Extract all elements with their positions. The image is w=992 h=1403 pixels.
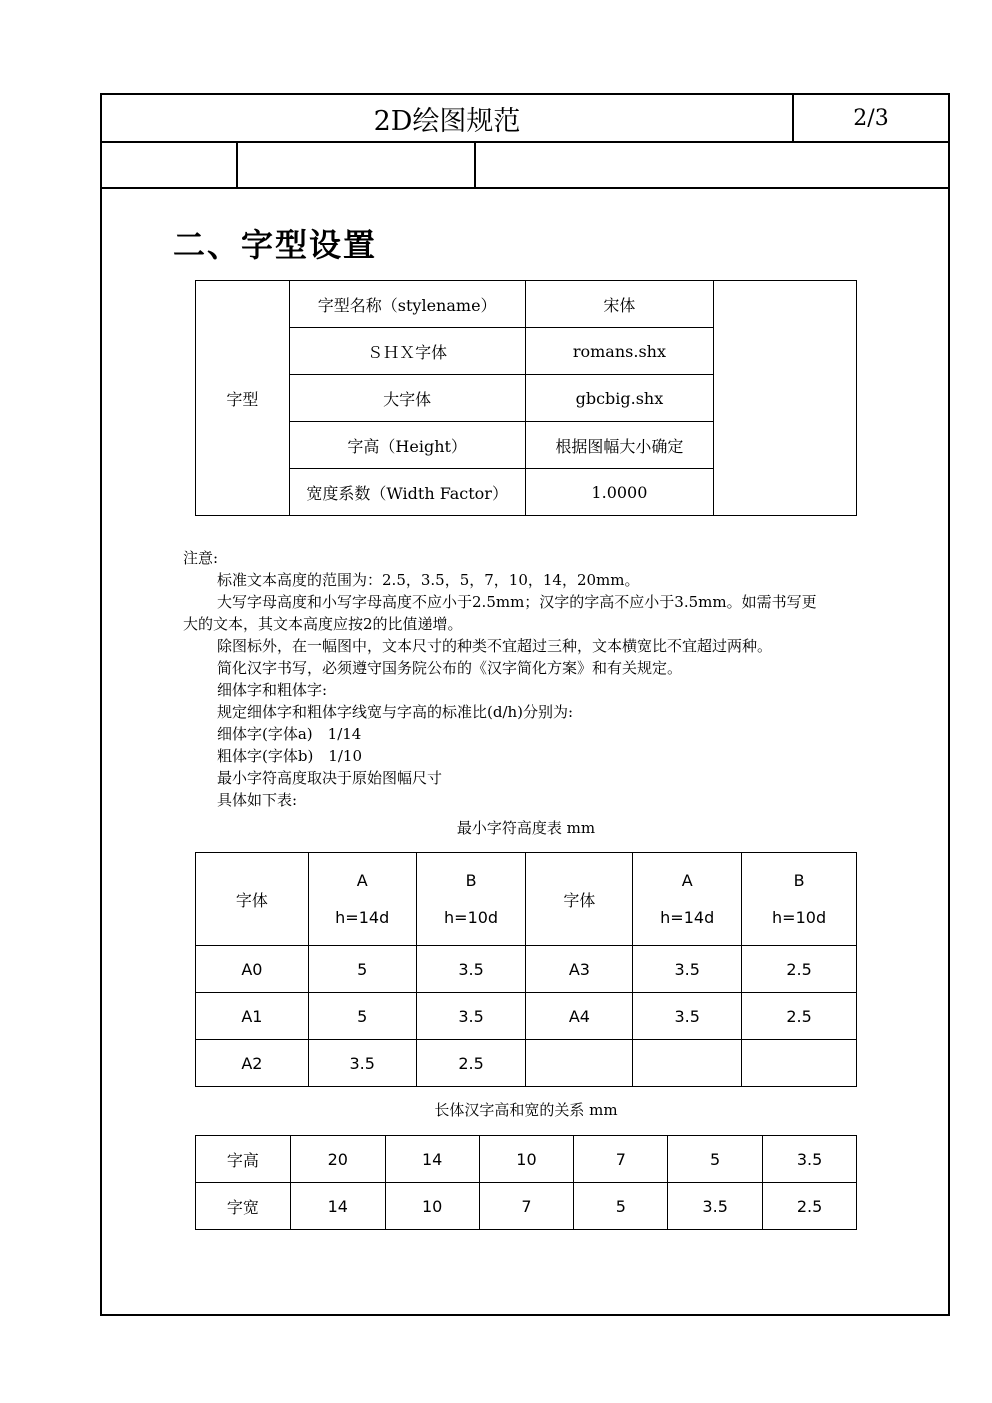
value-cell: 2.5 <box>742 946 857 993</box>
note-line: 细体字和粗体字: <box>217 681 328 699</box>
height-row-label: 字高 <box>196 1136 291 1183</box>
width-cell: 10 <box>385 1183 479 1230</box>
value-cell: 3.5 <box>633 993 742 1040</box>
b-label: B <box>465 871 477 890</box>
ratio-table-caption: 长体汉字高和宽的关系 mm <box>434 1101 618 1119</box>
note-line: 最小字符高度取决于原始图幅尺寸 <box>217 769 443 787</box>
paper-size-cell <box>526 1040 633 1087</box>
width-cell: 5 <box>574 1183 668 1230</box>
note-line: 规定细体字和粗体字线宽与字高的标准比(d/h)分别为: <box>217 703 574 721</box>
min-height-table <box>195 852 857 1087</box>
value-cell: 2.5 <box>742 993 857 1040</box>
b-sub: h=10d <box>772 908 827 927</box>
a-label: A <box>681 871 693 890</box>
value-cell: 2.5 <box>416 1040 526 1087</box>
paper-size-cell: A0 <box>196 946 309 993</box>
value-cell: 5 <box>308 993 416 1040</box>
height-cell: 5 <box>668 1136 763 1183</box>
font-column-header: 字体 <box>196 853 309 946</box>
a-column-header <box>308 853 416 946</box>
paper-size-cell: A2 <box>196 1040 309 1087</box>
a-label: A <box>356 871 368 890</box>
note-line: 细体字(字体a) 1/14 <box>217 725 362 743</box>
font-settings-table <box>195 280 857 516</box>
table-row <box>196 1040 857 1087</box>
font-group-label: 字型 <box>196 281 290 516</box>
value-cell <box>742 1040 857 1087</box>
note-line: 标准文本高度的范围为：2.5，3.5，5，7，10，14，20mm。 <box>217 571 640 589</box>
header-cell-1 <box>102 143 236 187</box>
setting-name: ＳＨＸ字体 <box>289 328 525 375</box>
setting-name: 字高（Height） <box>289 422 525 469</box>
table-row <box>196 1136 857 1183</box>
a-sub: h=14d <box>335 908 390 927</box>
height-cell: 20 <box>290 1136 385 1183</box>
a-column-header <box>633 853 742 946</box>
note-line: 粗体字(字体b) 1/10 <box>217 747 362 765</box>
min-table-caption: 最小字符高度表 mm <box>456 819 596 837</box>
setting-value: 根据图幅大小确定 <box>525 422 714 469</box>
header-info-row <box>102 143 948 189</box>
a-sub: h=14d <box>660 908 715 927</box>
note-line: 简化汉字书写，必须遵守国务院公布的《汉字简化方案》和有关规定。 <box>217 659 683 677</box>
table-row <box>196 993 857 1040</box>
height-cell: 7 <box>574 1136 668 1183</box>
note-line: 大的文本，其文本高度应按2的比值递增。 <box>183 615 463 633</box>
value-cell: 5 <box>308 946 416 993</box>
paper-size-cell: A1 <box>196 993 309 1040</box>
setting-value: 1.0000 <box>525 469 714 516</box>
note-line: 具体如下表: <box>217 791 298 809</box>
blank-cell <box>714 281 857 516</box>
font-column-header: 字体 <box>526 853 633 946</box>
setting-value: gbcbig.shx <box>525 375 714 422</box>
width-cell: 3.5 <box>668 1183 763 1230</box>
height-cell: 14 <box>385 1136 479 1183</box>
width-cell: 2.5 <box>763 1183 857 1230</box>
width-cell: 7 <box>479 1183 574 1230</box>
setting-name: 字型名称（stylename） <box>289 281 525 328</box>
section-title: 二、字型设置 <box>173 226 378 264</box>
paper-size-cell: A3 <box>526 946 633 993</box>
notes-heading: 注意: <box>183 549 219 567</box>
value-cell: 3.5 <box>633 946 742 993</box>
header-row <box>102 95 948 143</box>
setting-value: 宋体 <box>525 281 714 328</box>
document-title: 2D绘图规范 <box>373 105 521 137</box>
b-sub: h=10d <box>444 908 499 927</box>
note-line: 除图标外，在一幅图中，文本尺寸的种类不宜超过三种，文本横宽比不宜超过两种。 <box>217 637 773 655</box>
value-cell: 3.5 <box>416 946 526 993</box>
setting-name: 宽度系数（Width Factor） <box>289 469 525 516</box>
note-line: 大写字母高度和小写字母高度不应小于2.5mm；汉字的字高不应小于3.5mm。如需书写更 <box>217 593 817 611</box>
value-cell <box>633 1040 742 1087</box>
setting-name: 大字体 <box>289 375 525 422</box>
value-cell: 3.5 <box>308 1040 416 1087</box>
table-row <box>196 946 857 993</box>
value-cell: 3.5 <box>416 993 526 1040</box>
page-number: 2/3 <box>792 95 948 141</box>
setting-value: romans.shx <box>525 328 714 375</box>
header-cell-2 <box>236 143 476 187</box>
height-cell: 3.5 <box>763 1136 857 1183</box>
height-width-table <box>195 1135 857 1230</box>
b-column-header <box>416 853 526 946</box>
height-cell: 10 <box>479 1136 574 1183</box>
table-row <box>196 1183 857 1230</box>
width-cell: 14 <box>290 1183 385 1230</box>
b-label: B <box>793 871 805 890</box>
notes-block <box>183 547 863 811</box>
width-row-label: 字宽 <box>196 1183 291 1230</box>
header-cell-3 <box>474 143 950 187</box>
paper-size-cell: A4 <box>526 993 633 1040</box>
b-column-header <box>742 853 857 946</box>
